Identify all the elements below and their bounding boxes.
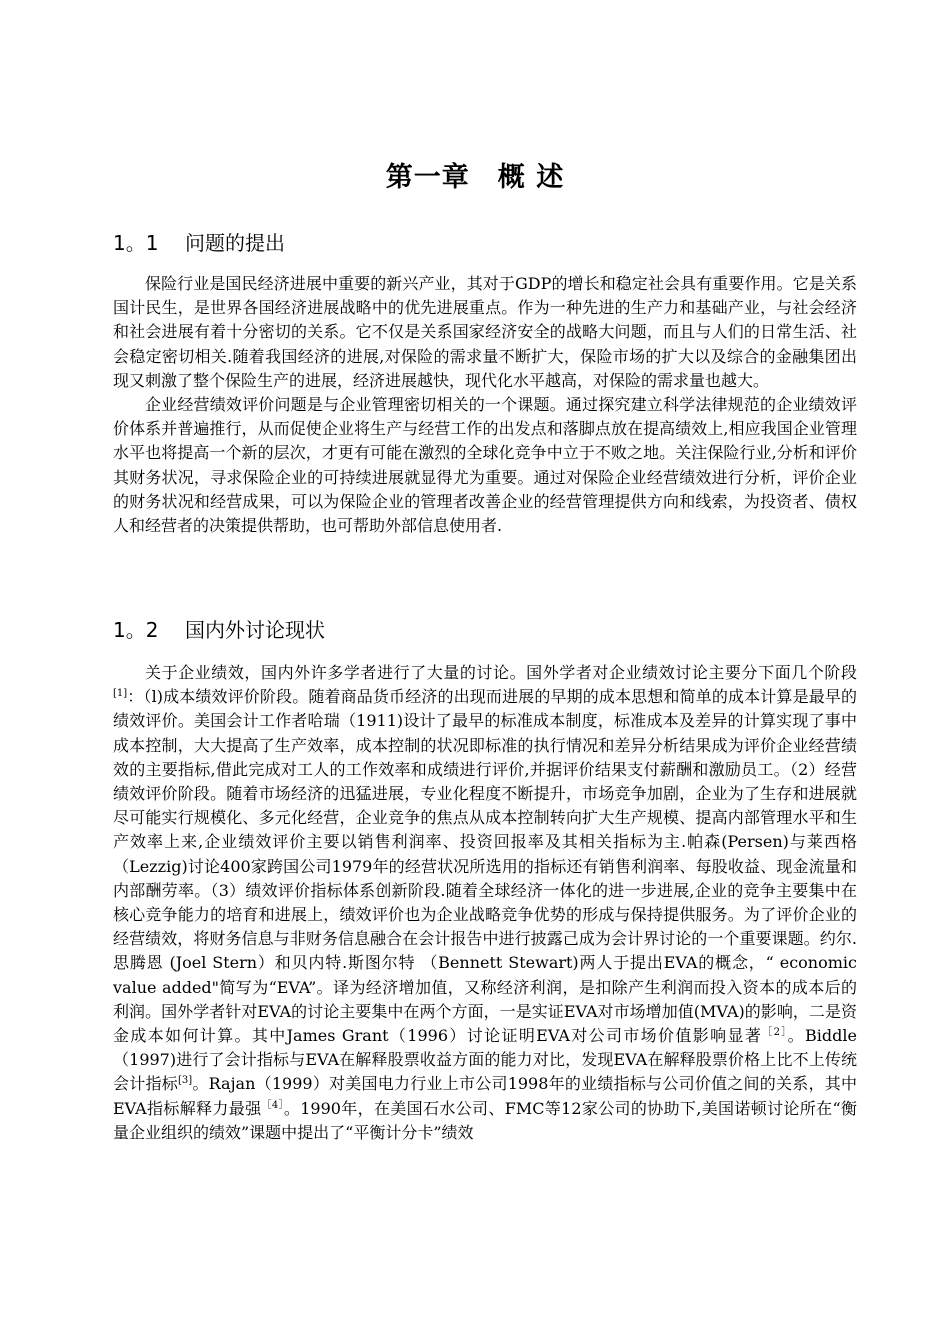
- paragraph: 保险行业是国民经济进展中重要的新兴产业，其对于GDP的增长和稳定社会具有重要作用。它是关系国计民生，是世界各国经济进展战略中的优先进展重点。作为一种先进的生产力和基础产业，与社会经济和社会进展有着十分密切的关系。它不仅是关系国家经济安全的战略大问题，而且与人们的日常生活、社会稳定密切相关.随着我国经济的进展,对保险的需求量不断扩大，保险市场的扩大以及综合的金融集团出现又刺激了整个保险生产的进展，经济进展越快，现代化水平越高，对保险的需求量也越大。: [113, 274, 857, 390]
- citation-ref: [3]: [177, 1075, 193, 1087]
- citation-ref: ［4］: [261, 1099, 284, 1111]
- section-heading-1-1: [113, 228, 285, 258]
- section-1-1-body: [113, 272, 857, 538]
- paragraph: 企业经营绩效评价问题是与企业管理密切相关的一个课题。通过探究建立科学法律规范的企业绩效评价体系并普遍推行，从而促使企业将生产与经营工作的出发点和落脚点放在提高绩效上,相应我国企业管理水平也将提高一个新的层次，才更有可能在激烈的全球化竞争中立于不败之地。关注保险行业,分析和评价其财务状况，寻求保险企业的可持续进展就显得尤为重要。通过对保险企业经营绩效进行分析，评价企业的财务状况和经营成果，可以为保险企业的管理者改善企业的经营管理提供方向和线索，为投资者、债权人和经营者的决策提供帮助，也可帮助外部信息使用者.: [113, 395, 857, 536]
- citation-ref: [1]: [113, 688, 128, 700]
- chapter-title: 第一章 概 述: [385, 162, 565, 193]
- section-title: 国内外讨论现状: [185, 618, 325, 642]
- section-heading-1-2: [113, 615, 325, 645]
- citation-ref: ［2］: [762, 1027, 788, 1039]
- text-run: 。Biddle（1997)进行了会计指标与EVA在解释股票收益方面的能力对比，发现EVA在解释股票价格上比不上传统会计指标: [113, 1026, 857, 1094]
- section-1-2-body: [113, 661, 857, 1145]
- section-number: 1。2: [113, 618, 159, 642]
- text-run: 。1990年，在美国石水公司、FMC等12家公司的协助下,美国诺顿讨论所在“衡量企业组织的绩效”课题中提出了“平衡计分卡”绩效: [113, 1098, 857, 1142]
- paragraph: [113, 661, 857, 1145]
- text-run: ：（l)成本绩效评价阶段。随着商品货币经济的出现而进展的早期的成本思想和简单的成本计算是最早的绩效评价。美国会计工作者哈瑞（1911)设计了最早的标准成本制度，标准成本及差异的计算实现了事中成本控制，大大提高了生产效率，成本控制的状况即标准的执行情况和差异分析结果成为评价企业经营绩效的主要指标,借此完成对工人的工作效率和成绩进行评价,并据评价结果支付薪酬和激励员工。（2）经营绩效评价阶段。随着市场经济的迅猛进展，专业化程度不断提升，市场竞争加剧，企业为了生存和进展就尽可能实行规模化、多元化经营，企业竞争的焦点从成本控制转向扩大生产规模、提高内部管理水平和生产效率上来,企业绩效评价主要以销售利润率、投资回报率及其相关指标为主.帕森(Persen)与莱西格（Lezzig)讨论400家跨国公司1979年的经营状况所选用的指标还有销售利润率、每股收益、现金流量和内部酬劳率。（3）绩效评价指标体系创新阶段.随着全球经济一体化的进一步进展,企业的竞争主要集中在核心竞争能力的培育和进展上，绩效评价也为企业战略竞争优势的形成与保持提供服务。为了评价企业的经营绩效，将财务信息与非财务信息融合在会计报告中进行披露己成为会计界讨论的一个重要课题。约尔.思腾恩 (Joel Stern）和贝内特.斯图尔特 （Bennett Stewart)两人于提出EVA的概念，“ economic value added"简写为“EVA”。译为经济增加值，又称经济利润，是扣除产生利润而投入资本的成本后的利润。国外学者针对EVA的讨论主要集中在两个方面，一是实证EVA对市场增加值(MVA)的影响，二是资金成本如何计算。其中James Grant（1996）讨论证明EVA对公司市场价值影响显著: [113, 687, 857, 1046]
- text-run: 。Rajan（1999）对美国电力行业上市公司1998年的业绩指标与公司价值之间的关系，其中EVA指标解释力最强: [113, 1074, 857, 1118]
- section-number: 1。1: [113, 231, 159, 255]
- text-run: 关于企业绩效，国内外许多学者进行了大量的讨论。国外学者对企业绩效讨论主要分下面几个阶段: [145, 663, 857, 682]
- section-title: 问题的提出: [185, 231, 285, 255]
